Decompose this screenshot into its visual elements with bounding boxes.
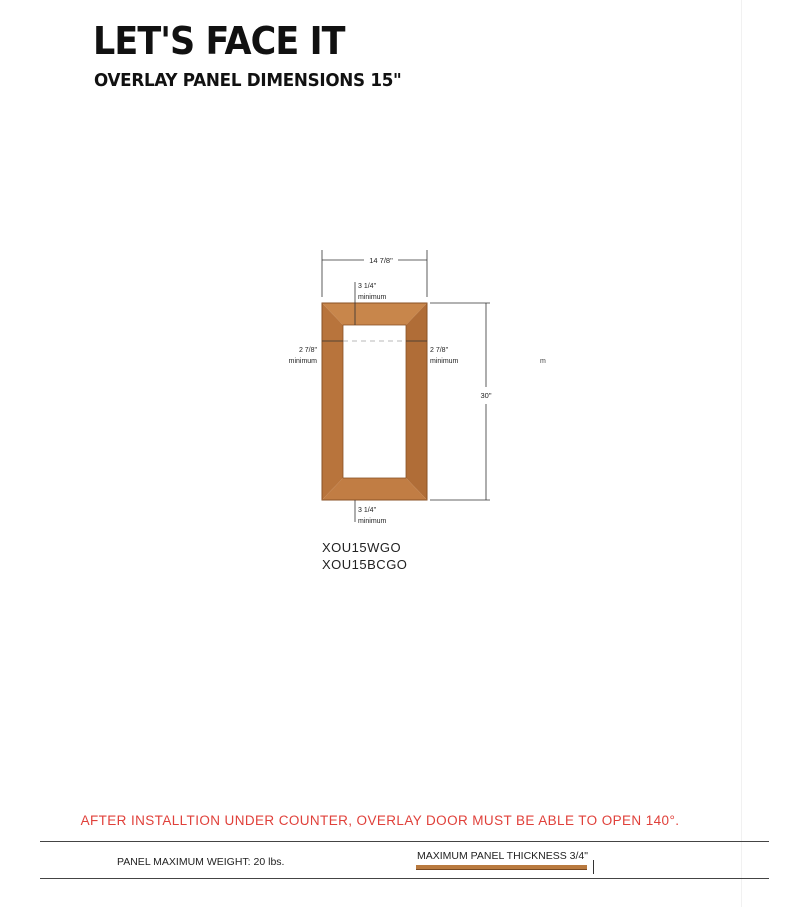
panel-thickness-tick [593,860,594,874]
page-subtitle: OVERLAY PANEL DIMENSIONS 15" [94,70,402,91]
page-title: LET'S FACE IT [93,19,345,63]
frame-opening [343,325,406,478]
footer-rule-top [40,841,769,842]
frame-left-stile [322,303,343,500]
left-stile-value: 2 7/8" [298,347,317,354]
right-stile-note: minimum [430,358,459,365]
model-number: XOU15BCGO [322,557,408,572]
bottom-rail-note: minimum [358,518,387,525]
top-rail-note: minimum [358,294,387,301]
panel-thickness-bar [416,865,587,870]
model-number: XOU15WGO [322,540,402,555]
width-label: 14 7/8" [369,256,393,265]
frame-right-stile [406,303,427,500]
stray-mark: m [540,358,546,365]
footer-rule-bottom [40,878,769,879]
left-stile-note: minimum [288,358,317,365]
top-rail-value: 3 1/4" [358,283,377,290]
bottom-rail-value: 3 1/4" [358,507,377,514]
right-stile-value: 2 7/8" [430,347,449,354]
panel-thickness-label: MAXIMUM PANEL THICKNESS 3/4" [417,850,588,862]
install-warning: AFTER INSTALLTION UNDER COUNTER, OVERLAY DOOR MUST BE ABLE TO OPEN 140°. [80,813,680,828]
height-label: 30" [480,391,492,400]
panel-weight-label: PANEL MAXIMUM WEIGHT: 20 lbs. [117,856,285,868]
